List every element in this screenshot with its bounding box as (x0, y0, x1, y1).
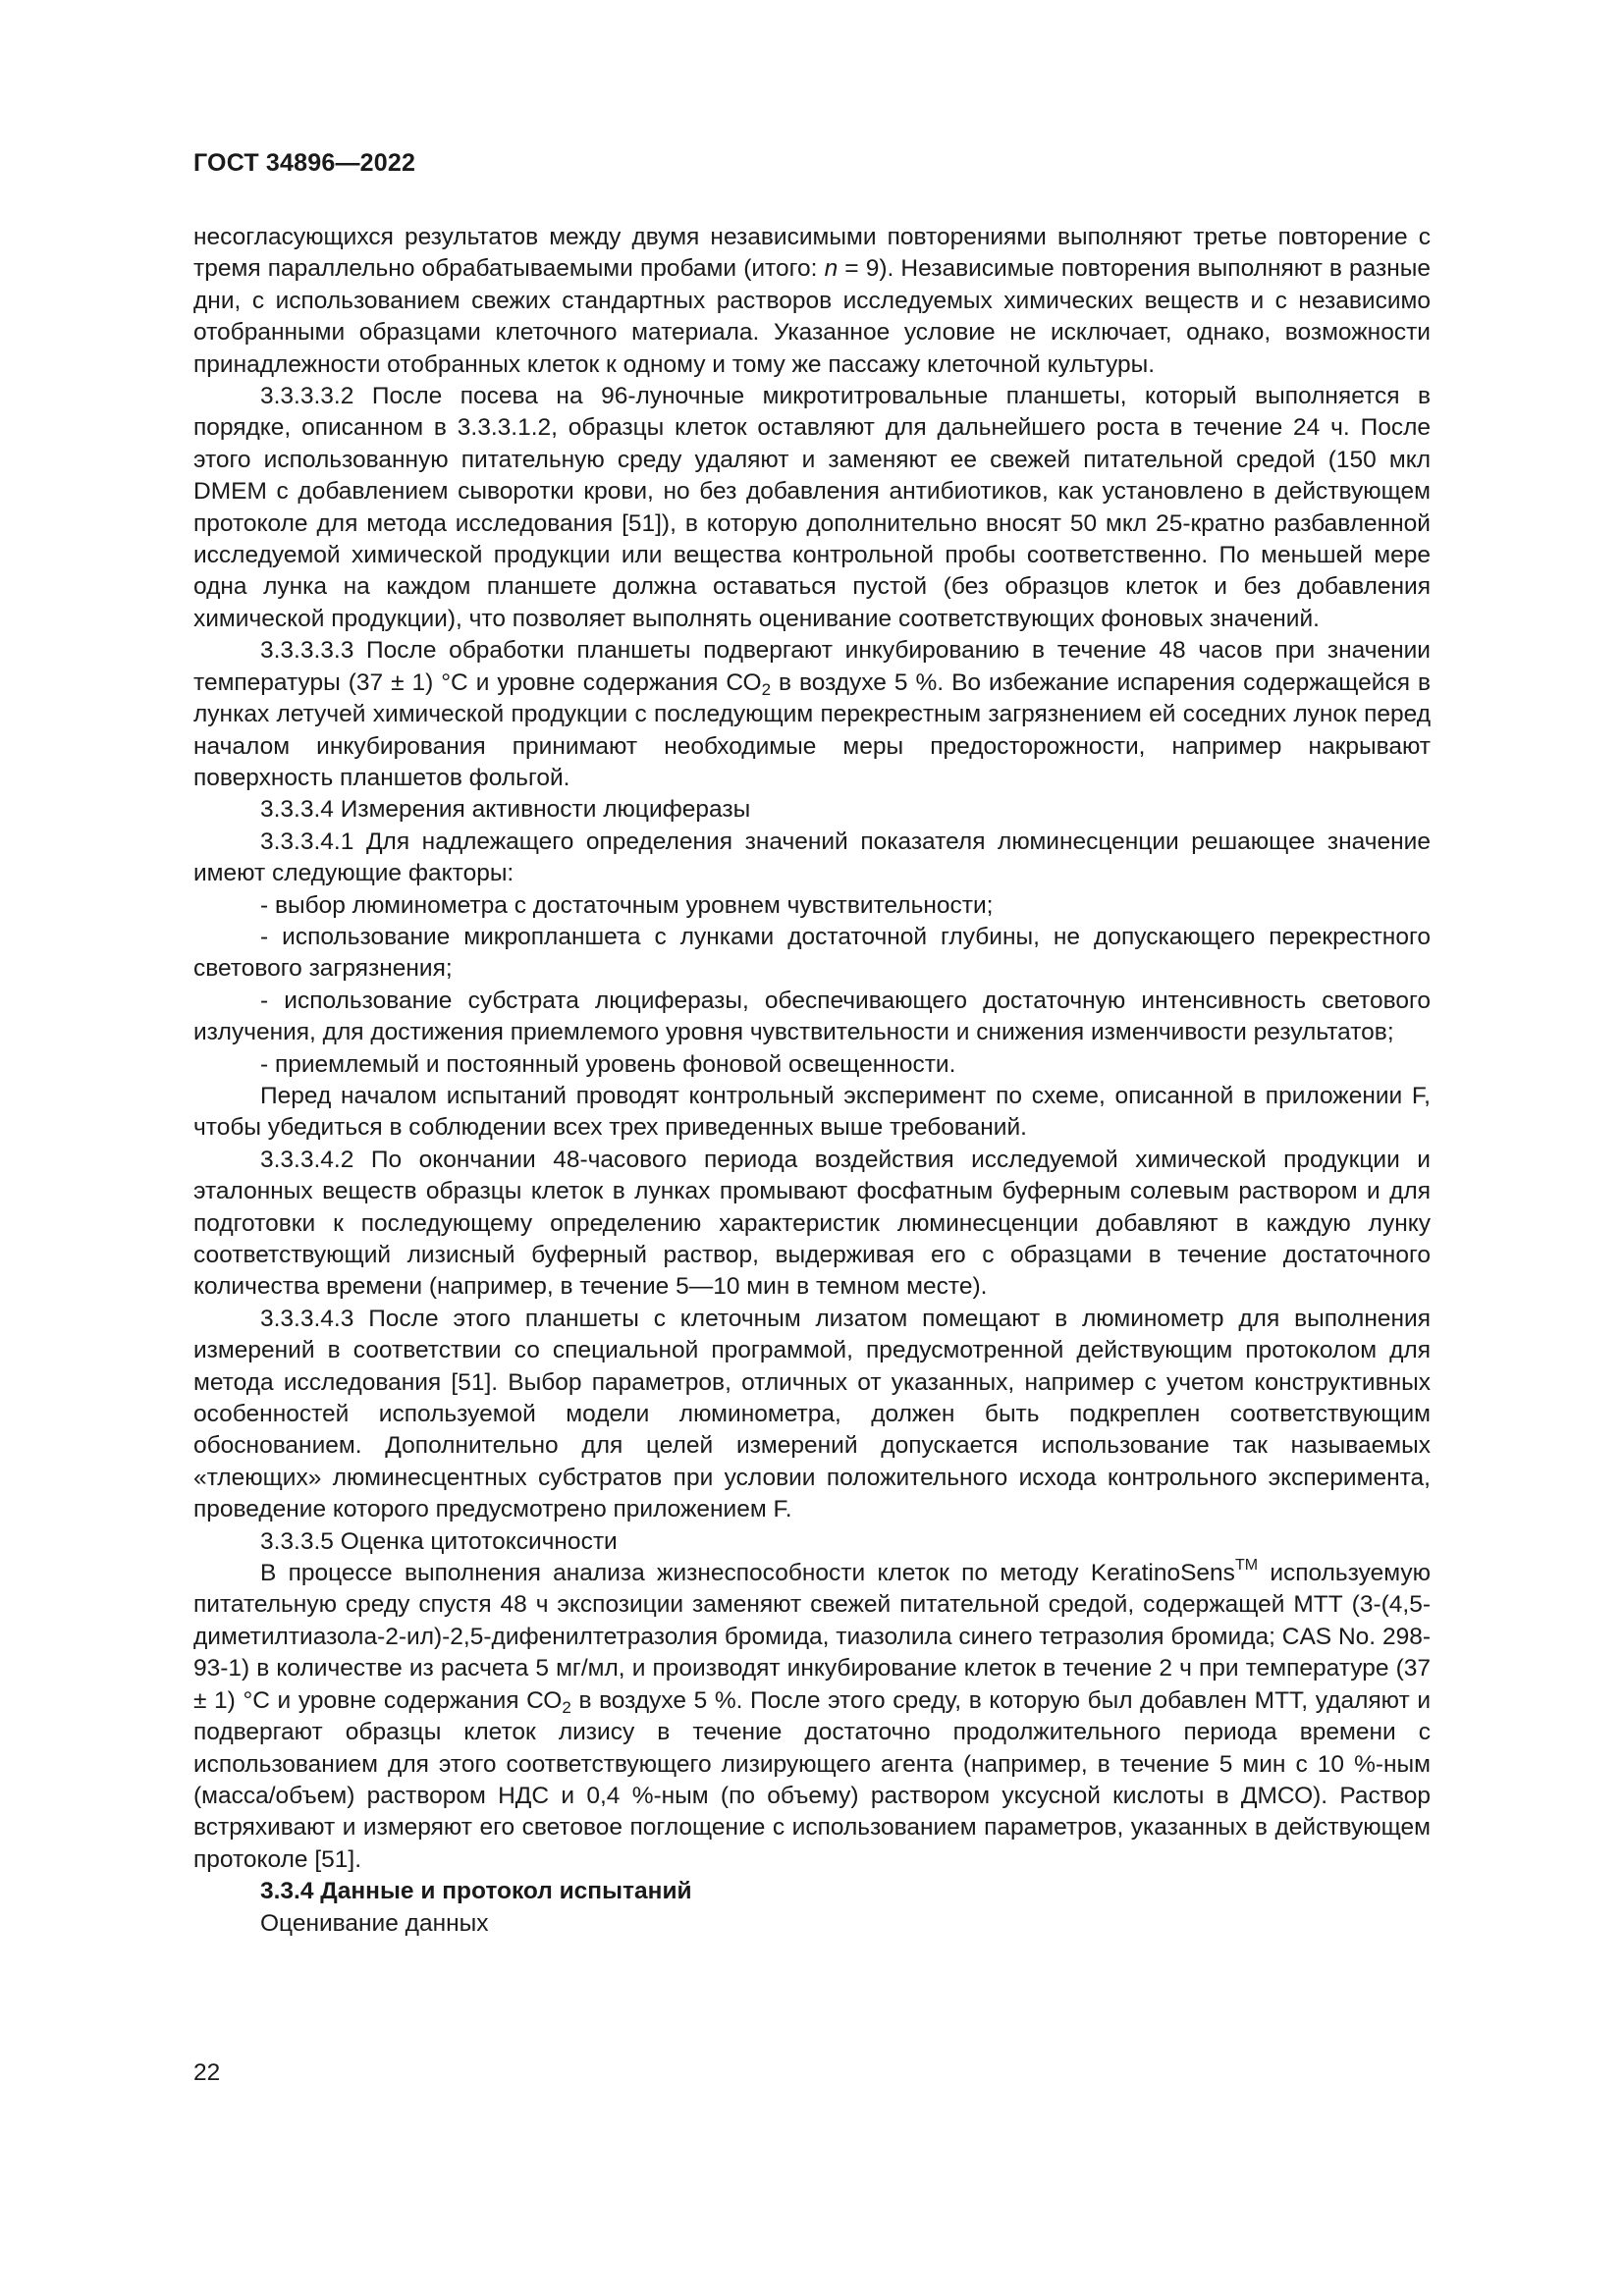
text-run: 3.3.3.3.2 После посева на 96-луночные микротитровальные планшеты, который выполняется в порядке, описанном в 3.3.3.1.2, образцы клеток оставляют для дальнейшего роста в течение 24 ч. После этого использованную питательную среду удаляют и заменяют ее свежей питательной средой (150 мкл DMEM с добавлением сыворотки крови, но без добавления антибиотиков, как установлено в действующем протоколе для метода исследования [51]), в которую дополнительно вносят 50 мкл 25-кратно разбавленной исследуемой химической продукции или вещества контрольной пробы соответственно. По меньшей мере одна лунка на каждом планшете должна оставаться пустой (без образцов клеток и без добавления химической продукции), что позволяет выполнять оценивание соответствующих фоновых значений. (193, 383, 1431, 632)
body-paragraph (193, 922, 1431, 986)
text-run: в воздухе 5 %. После этого среду, в которую был добавлен МТТ, удаляют и подвергают образцы клеток лизису в течение достаточно продолжительного периода времени с использованием для этого соответствующего лизирующего агента (например, в течение 5 мин с 10 %-ным (масса/объем) раствором НДС и 0,4 %-ным (по объему) раствором уксусной кислоты в ДМСО). Раствор встряхивают и измеряют его световое поглощение с использованием параметров, указанных в действующем протоколе [51]. (193, 1686, 1432, 1873)
body-paragraph (193, 1908, 1431, 1940)
text-run: 3.3.3.4.3 После этого планшеты с клеточным лизатом помещают в люминометр для выполнения измерений в соответствии со специальной программой, предусмотренной действующим протоколом для метода исследования [51]. Выбор параметров, отличных от указанных, например с учетом конструктивных особенностей используемой модели люминометра, должен быть подкреплен соответствующим обоснованием. Дополнительно для целей измерений допускается использование так называемых «тлеющих» люминесцентных субстратов при условии положительного исхода контрольного эксперимента, проведение которого предусмотрено приложением F. (193, 1305, 1431, 1523)
text-run: = 9). Независимые повторения выполняют в разные дни, с использованием свежих стандартных растворов исследуемых химических веществ и с независимо отобранными образцами клеточного материала. Указанное условие не исключает, однако, возможности принадлежности отобранных клеток к одному и тому же пассажу клеточной культуры. (193, 255, 1432, 378)
text-run: 3.3.4 Данные и протокол испытаний (260, 1878, 692, 1905)
body-paragraph (193, 381, 1431, 635)
text-run: В процессе выполнения анализа жизнеспособности клеток по методу KeratinoSens (260, 1560, 1235, 1587)
text-run: 3.3.3.4 Измерения активности люциферазы (260, 796, 751, 824)
text-run: 2 (761, 679, 772, 699)
text-run: в воздухе 5 %. Во избежание испарения содержащейся в лунках летучей химической продукции с последующим перекрестным загрязнением ей соседних лунок перед началом инкубирования принимают необходимые меры предосторожности, например накрывают поверхность планшетов фольгой. (193, 668, 1431, 791)
text-run: 3.3.3.4.2 По окончании 48-часового периода воздействия исследуемой химической продукции и эталонных веществ образцы клеток в лунках промывают фосфатным буферным солевым раствором и для подготовки к последующему определению характеристик люминесценции добавляют в каждую лунку соответствующий лизисный буферный раствор, выдерживая его с образцами в течение достаточного количества времени (например, в течение 5—10 мин в темном месте). (193, 1146, 1431, 1301)
text-run: 2 (562, 1697, 571, 1717)
document-body (193, 222, 1431, 1940)
text-run: Перед началом испытаний проводят контрольный эксперимент по схеме, описанной в приложении F, чтобы убедиться в соблюдении всех трех приведенных выше требований. (193, 1082, 1431, 1142)
body-paragraph (193, 986, 1431, 1049)
text-run: - использование микропланшета с лунками достаточной глубины, не допускающего перекрестного светового загрязнения; (193, 923, 1431, 983)
text-run: несогласующихся результатов между двумя независимыми повторениями выполняют третье повторение с тремя параллельно обрабатываемыми пробами (итого: (193, 224, 1431, 283)
body-paragraph (193, 222, 1431, 381)
text-run: - использование субстрата люциферазы, обеспечивающего достаточную интенсивность светового излучения, для достижения приемлемого уровня чувствительности и снижения изменчивости результатов; (193, 987, 1431, 1046)
text-run: - приемлемый и постоянный уровень фоновой освещенности. (260, 1050, 956, 1078)
body-paragraph (193, 1526, 1431, 1558)
text-run: используемую питательную среду спустя 48 ч экспозиции заменяют свежей питательной средой, содержащей МТТ (3-(4,5-диметилтиазола-2-ил)-2,5-дифенилтетразолия бромида, тиазолила синего тетразолия бромида; CAS No. 298-93-1) в количестве из расчета 5 мг/мл, и производят инкубирование клеток в течение 2 ч при температуре (37 ± 1) °С и уровне содержания СО (193, 1560, 1431, 1714)
text-run: 3.3.3.3.3 После обработки планшеты подвергают инкубированию в течение 48 часов при значении температуры (37 ± 1) °С и уровне содержания СО (193, 637, 1431, 696)
body-paragraph (193, 1304, 1431, 1526)
section-heading (193, 1876, 1431, 1907)
text-run: - выбор люминометра с достаточным уровнем чувствительности; (260, 891, 994, 919)
body-paragraph (193, 794, 1431, 826)
text-run: 3.3.3.4.1 Для надлежащего определения значений показателя люминесценции решающее значение имеют следующие факторы: (193, 828, 1431, 887)
body-paragraph (193, 1558, 1431, 1876)
body-paragraph (193, 827, 1431, 890)
body-paragraph (193, 635, 1431, 794)
body-paragraph (193, 1145, 1431, 1304)
body-paragraph (193, 890, 1431, 922)
text-run: TM (1234, 1557, 1259, 1575)
text-run: 3.3.3.5 Оценка цитотоксичности (260, 1527, 618, 1555)
text-run: n (824, 255, 839, 283)
body-paragraph (193, 1081, 1431, 1145)
page-number: 22 (193, 2059, 221, 2086)
text-run: Оценивание данных (260, 1909, 489, 1937)
document-header: ГОСТ 34896—2022 (193, 149, 416, 177)
body-paragraph (193, 1049, 1431, 1081)
